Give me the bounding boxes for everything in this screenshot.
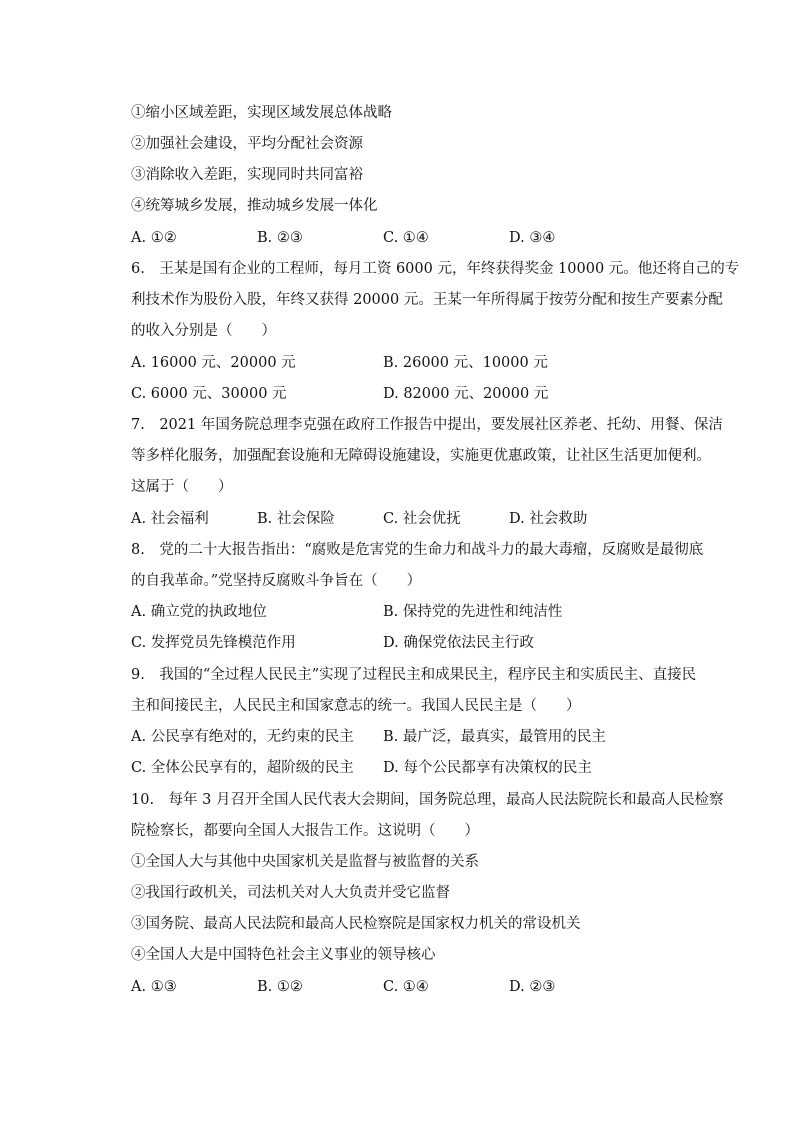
question-6-stem: 的收入分别是（ ）	[131, 323, 276, 339]
option-d[interactable]: D. 每个公民都享有决策权的民主	[383, 760, 592, 776]
option-b[interactable]: B. 最广泛，最真实，最管用的民主	[383, 729, 606, 745]
option-b[interactable]: B. ②③	[257, 230, 303, 246]
option-b[interactable]: B. 26000 元、10000 元	[383, 355, 548, 371]
option-a[interactable]: A. 社会福利	[131, 511, 209, 527]
option-c[interactable]: C. 6000 元、30000 元	[131, 386, 287, 402]
statement-line: ④统筹城乡发展，推动城乡发展一体化	[131, 198, 378, 214]
question-7-stem: 这属于（ ）	[131, 479, 233, 495]
question-7-stem: 7. 2021 年国务院总理李克强在政府工作报告中提出，要发展社区养老、托幼、用餐、保洁	[131, 417, 723, 433]
option-a[interactable]: A. 公民享有绝对的，无约束的民主	[131, 729, 354, 745]
option-d[interactable]: D. 社会救助	[509, 511, 588, 527]
statement-line: ③消除收入差距，实现同时共同富裕	[131, 167, 363, 183]
option-c[interactable]: C. 发挥党员先锋模范作用	[131, 635, 296, 651]
option-a[interactable]: A. 确立党的执政地位	[131, 604, 267, 620]
question-9-stem: 主和间接民主，人民民主和国家意志的统一。我国人民民主是（ ）	[131, 698, 581, 714]
question-8-stem: 8. 党的二十大报告指出：“腐败是危害党的生命力和战斗力的最大毒瘤，反腐败是最彻底	[131, 542, 704, 558]
statement-line: ②我国行政机关，司法机关对人大负责并受它监督	[131, 885, 450, 901]
option-a[interactable]: A. ①②	[131, 230, 177, 246]
option-d[interactable]: D. ③④	[509, 230, 556, 246]
option-c[interactable]: C. 社会优抚	[383, 511, 461, 527]
option-b[interactable]: B. ①②	[257, 979, 303, 995]
question-10-stem: 院检察长，都要向全国人大报告工作。这说明（ ）	[131, 823, 479, 839]
option-d[interactable]: D. 82000 元、20000 元	[383, 386, 549, 402]
option-a[interactable]: A. ①③	[131, 979, 177, 995]
option-d[interactable]: D. ②③	[509, 979, 556, 995]
option-a[interactable]: A. 16000 元、20000 元	[131, 355, 296, 371]
question-8-stem: 的自我革命。”党坚持反腐败斗争旨在（ ）	[131, 573, 422, 589]
statement-line: ①全国人大与其他中央国家机关是监督与被监督的关系	[131, 854, 479, 870]
option-b[interactable]: B. 保持党的先进性和纯洁性	[383, 604, 563, 620]
option-b[interactable]: B. 社会保险	[257, 511, 335, 527]
question-7-stem: 等多样化服务，加强配套设施和无障碍设施建设，实施更优惠政策，让社区生活更加便利。	[131, 448, 711, 464]
question-6-stem: 利技术作为股份入股，年终又获得 20000 元。王某一年所得属于按劳分配和按生产要素分配	[131, 292, 723, 308]
statement-line: ②加强社会建设，平均分配社会资源	[131, 136, 363, 152]
option-c[interactable]: C. 全体公民享有的，超阶级的民主	[131, 760, 354, 776]
option-d[interactable]: D. 确保党依法民主行政	[383, 635, 534, 651]
question-10-stem: 10. 每年 3 月召开全国人民代表大会期间，国务院总理，最高人民法院院长和最高人民检察	[131, 792, 724, 808]
statement-line: ③国务院、最高人民法院和最高人民检察院是国家权力机关的常设机关	[131, 916, 581, 932]
question-6-stem: 6. 王某是国有企业的工程师，每月工资 6000 元，年终获得奖金 10000 元。他还将自己的专	[131, 261, 740, 277]
statement-line: ④全国人大是中国特色社会主义事业的领导核心	[131, 947, 436, 963]
option-c[interactable]: C. ①④	[383, 230, 429, 246]
statement-line: ①缩小区域差距，实现区域发展总体战略	[131, 105, 392, 121]
option-c[interactable]: C. ①④	[383, 979, 429, 995]
question-9-stem: 9. 我国的“全过程人民民主”实现了过程民主和成果民主，程序民主和实质民主、直接民	[131, 667, 697, 683]
